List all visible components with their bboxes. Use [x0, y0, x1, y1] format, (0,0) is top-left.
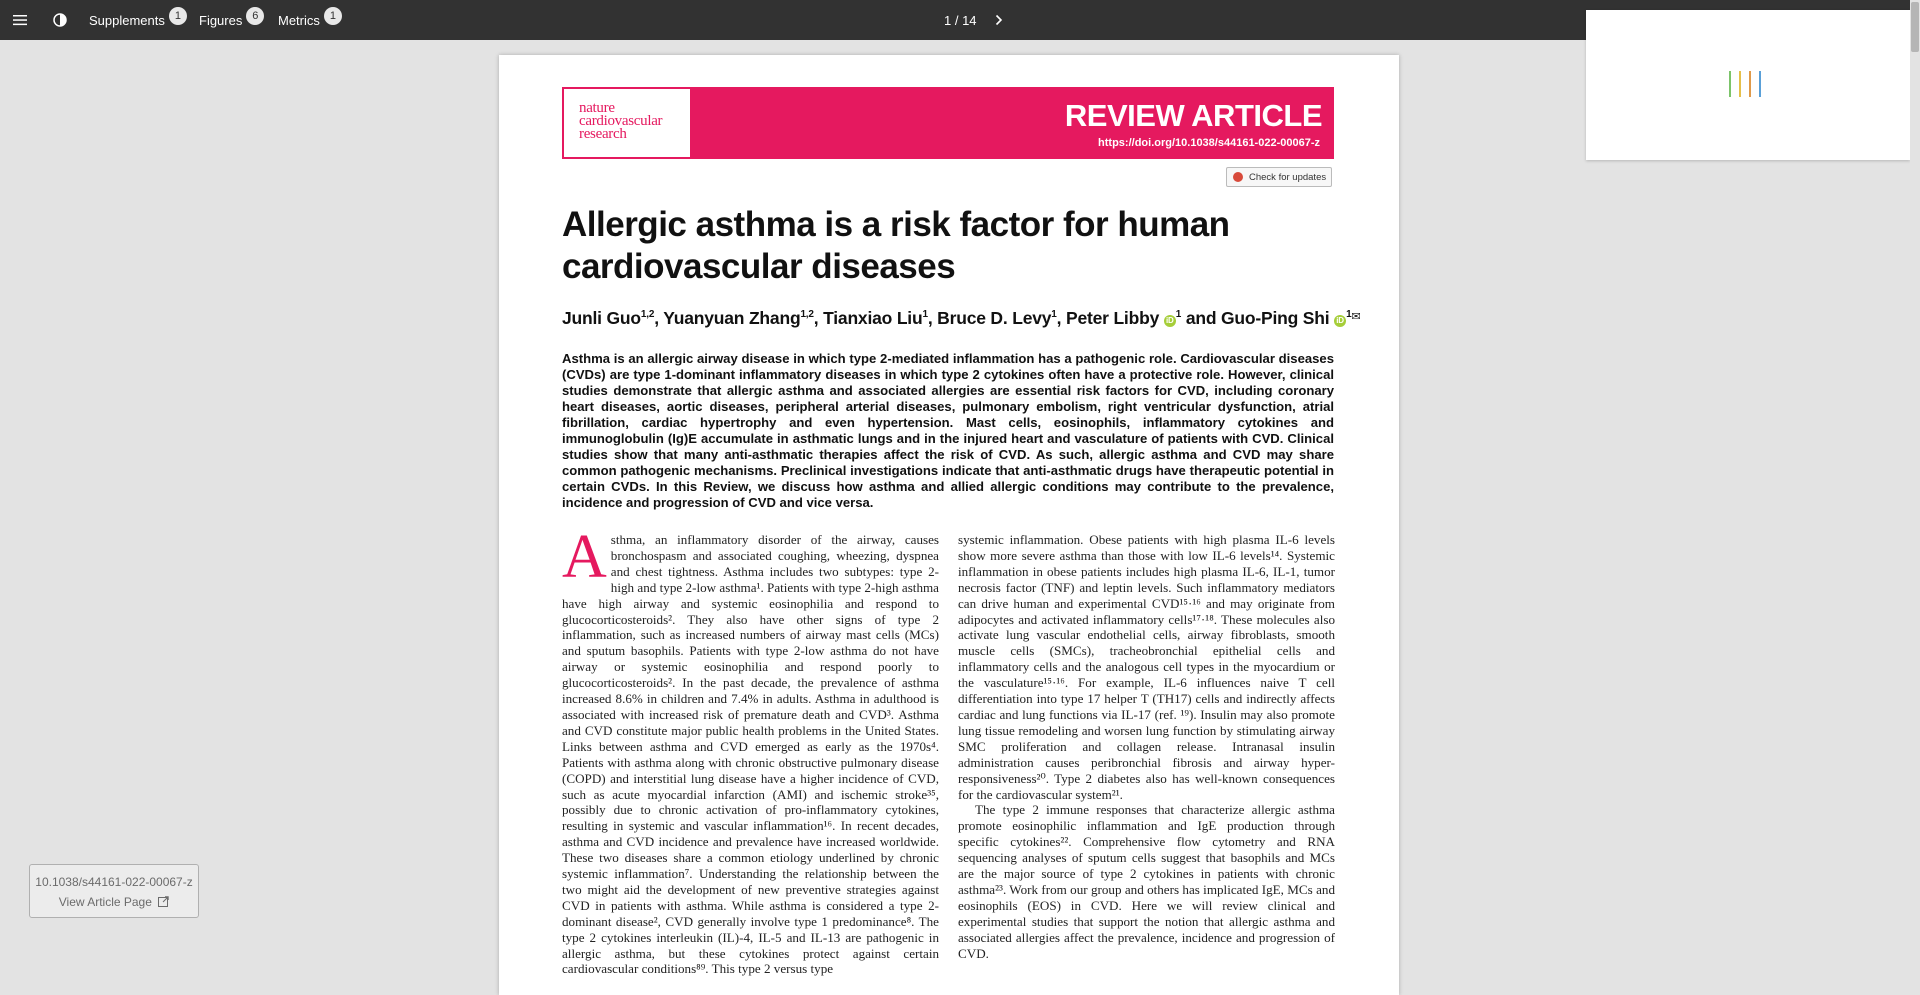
supplements-label: Supplements [89, 12, 165, 28]
figures-label: Figures [199, 12, 243, 28]
figures-count-badge: 6 [246, 7, 264, 25]
journal-logo [564, 89, 690, 157]
header-doi-link[interactable]: https://doi.org/10.1038/s44161-022-00067-z [1098, 137, 1320, 149]
author[interactable]: Junli Guo$^{1,2}$ [562, 308, 655, 328]
check-for-updates-button[interactable] [1226, 167, 1332, 187]
email-icon[interactable]: ✉ [1351, 311, 1361, 323]
article-title-line1: Allergic asthma is a risk factor for human [562, 205, 1230, 244]
doi-text: 10.1038/s44161-022-00067-z [35, 875, 193, 889]
body-column-right [958, 532, 1335, 961]
page-indicator: 1 / 14 [944, 12, 977, 28]
body-column-left [562, 523, 939, 977]
journal-name-line3: research [579, 126, 627, 142]
figures-button[interactable] [199, 0, 264, 40]
author[interactable]: Bruce D. Levy$^1$ [937, 308, 1057, 328]
orcid-icon[interactable]: iD [1334, 315, 1346, 327]
supplements-button[interactable] [89, 0, 187, 40]
article-type: REVIEW ARTICLE [1064, 98, 1322, 133]
article-title-line2: cardiovascular diseases [562, 247, 956, 286]
journal-name-line1: nature [579, 100, 615, 116]
body-paragraph: The type 2 immune responses that characterize allergic asthma promote eosinophilic inflammation and IgE production through specific cytokines²². Comprehensive flow cytometry and RNA sequencing analyses of sputum cells suggest that basophils and MCs are the major source of type 2 cytokines in patients with chronic asthma²³. Work from our group and others has implicated IgE, MCs and eosinophils (EOS) in CVD. Here we will review clinical and experimental studies that support the notion that allergic asthma and associated allergies affect the prevalence, incidence and progression of CVD. [958, 802, 1335, 961]
journal-name-line2: cardiovascular [579, 113, 663, 129]
crossmark-icon [1233, 172, 1243, 182]
view-article-page-link[interactable]: View Article Page [30, 895, 198, 909]
scrollbar-thumb[interactable] [1911, 2, 1919, 52]
author[interactable]: Peter Libby $iD^1$ [1066, 308, 1182, 328]
article-title [562, 204, 1262, 288]
drop-cap: A [562, 523, 607, 591]
body-paragraph: systemic inflammation. Obese patients with high plasma IL-6 levels show more severe asthma than those with low IL-6 levels¹⁴. Systemic inflammation in obese patients includes high plasma IL-6, IL-1, tumor necrosis factor (TNF) and leptin levels. Such inflammatory mediators can drive human and experimental CVD¹⁵·¹⁶ and may originate from adipocytes and activated inflammatory cells¹⁷·¹⁸. These molecules also activate lung vascular endothelial cells, airway fibroblasts, smooth muscle cells (SMCs), tracheobronchial epithelial cells and inflammatory cells and the analogous cell types in the myocardium or the vasculature¹⁵·¹⁶. For example, IL-6 influences naive T cell differentiation into type 17 helper T (TH17) cells and indirectly affects cardiac and lung functions via IL-17 (ref. ¹⁹). Insulin may also promote lung tissue remodeling and worsen lung function by stimulating airway SMC proliferation and collagen release. Intranasal insulin administration causes peribronchial fibrosis and airway hyper-responsiveness²⁰. Type 2 diabetes also has well-known consequences for the cardiovascular system²¹. [958, 532, 1335, 802]
author[interactable]: Tianxiao Liu$^1$ [823, 308, 928, 328]
journal-header-banner [562, 87, 1334, 159]
metrics-label: Metrics [278, 12, 320, 28]
author-list: Junli Guo$^{1,2}$, Yuanyuan Zhang$^{1,2}$, Tianxiao Liu$^1$, Bruce D. Levy$^1$, Peter Libby $iD^1$ and Guo-Ping Shi $iD^{1✉}$ [562, 308, 1361, 328]
next-page-icon[interactable] [994, 0, 1004, 40]
contrast-toggle-icon[interactable] [52, 0, 68, 40]
author[interactable]: Guo-Ping Shi $iD^1$ [1221, 308, 1352, 328]
abstract: Asthma is an allergic airway disease in which type 2-mediated inflammation has a pathogenic role. Cardiovascular diseases (CVDs) are type 1-dominant inflammatory diseases in which type 2 cytokines often have a protective role. However, clinical studies demonstrate that allergic asthma and associated allergies are essential risk factors for CVD, including coronary heart diseases, aortic diseases, peripheral arterial diseases, pulmonary embolism, right ventricular dysfunction, atrial fibrillation, cardiac hypertrophy and even hypertension. Mast cells, eosinophils, inflammatory cytokines and immunoglobulin (Ig)E accumulate in asthmatic lungs and in the injured heart and vasculature of patients with CVD. Clinical studies show that many anti-asthmatic therapies affect the risk of CVD. As such, allergic asthma and CVD may share common pathogenic mechanisms. Preclinical investigations indicate that anti-asthmatic drugs have therapeutic potential in certain CVDs. In this Review, we discuss how asthma and allied allergic conditions may contribute to the prevalence, incidence and progression of CVD and vice versa. [562, 351, 1334, 510]
author[interactable]: Yuanyuan Zhang$^{1,2}$ [663, 308, 814, 328]
loading-panel [1586, 10, 1910, 160]
scrollbar[interactable] [1910, 0, 1920, 969]
supplements-count-badge: 1 [169, 7, 187, 25]
metrics-button[interactable] [278, 0, 342, 40]
external-link-icon [158, 896, 169, 907]
menu-icon[interactable] [12, 0, 28, 40]
body-paragraph: sthma, an inflammatory disorder of the airway, causes bronchospasm and associated coughing, wheezing, dyspnea and chest tightness. Asthma includes two subtypes: type 2-high and type 2-low asthma¹. Patients with type 2-high asthma have high airway and systemic eosinophilia and respond to glucocorticosteroids². They also have other signs of type 2 inflammation, such as increased numbers of airway mast cells (MCs) and sputum basophils. Patients with type 2-low asthma do not have airway or systemic eosinophilia and respond poorly to glucocorticosteroids². In the past decade, the prevalence of asthma increased 8.6% in children and 7.4% in adults. Asthma in adulthood is associated with increased risk of premature death and CVD³. Asthma and CVD constitute major public health problems in the United States. Links between asthma and CVD emerged as early as the 1970s⁴. Patients with asthma along with chronic obstructive pulmonary disease (COPD) and interstitial lung disease have a higher incidence of CVD, such as acute myocardial infarction (AMI) and ischemic stroke³⁵, possibly due to chronic activation of pro-inflammatory cytokines, resulting in systemic and vascular inflammation¹⁶. In recent decades, asthma and CVD incidence and prevalence have increased worldwide. These two diseases share a common etiology underlined by chronic systemic inflammation⁷. Understanding the relationship between the two might aid the development of new preventive strategies against CVD in patients with asthma. While asthma is considered a type 2-dominant disease², CVD generally involve type 1 predominance⁸. The type 2 cytokines interleukin (IL)-4, IL-5 and IL-13 are pathogenic in allergic asthma, but these cytokines protect against certain cardiovascular conditions⁸⁹. This type 2 versus type [562, 532, 939, 977]
loading-spinner-icon [1727, 69, 1767, 99]
orcid-icon[interactable]: iD [1164, 315, 1176, 327]
check-for-updates-label: Check for updates [1249, 171, 1327, 183]
pdf-page [499, 55, 1399, 995]
article-doi-box [29, 864, 199, 918]
metrics-count-badge: 1 [324, 7, 342, 25]
